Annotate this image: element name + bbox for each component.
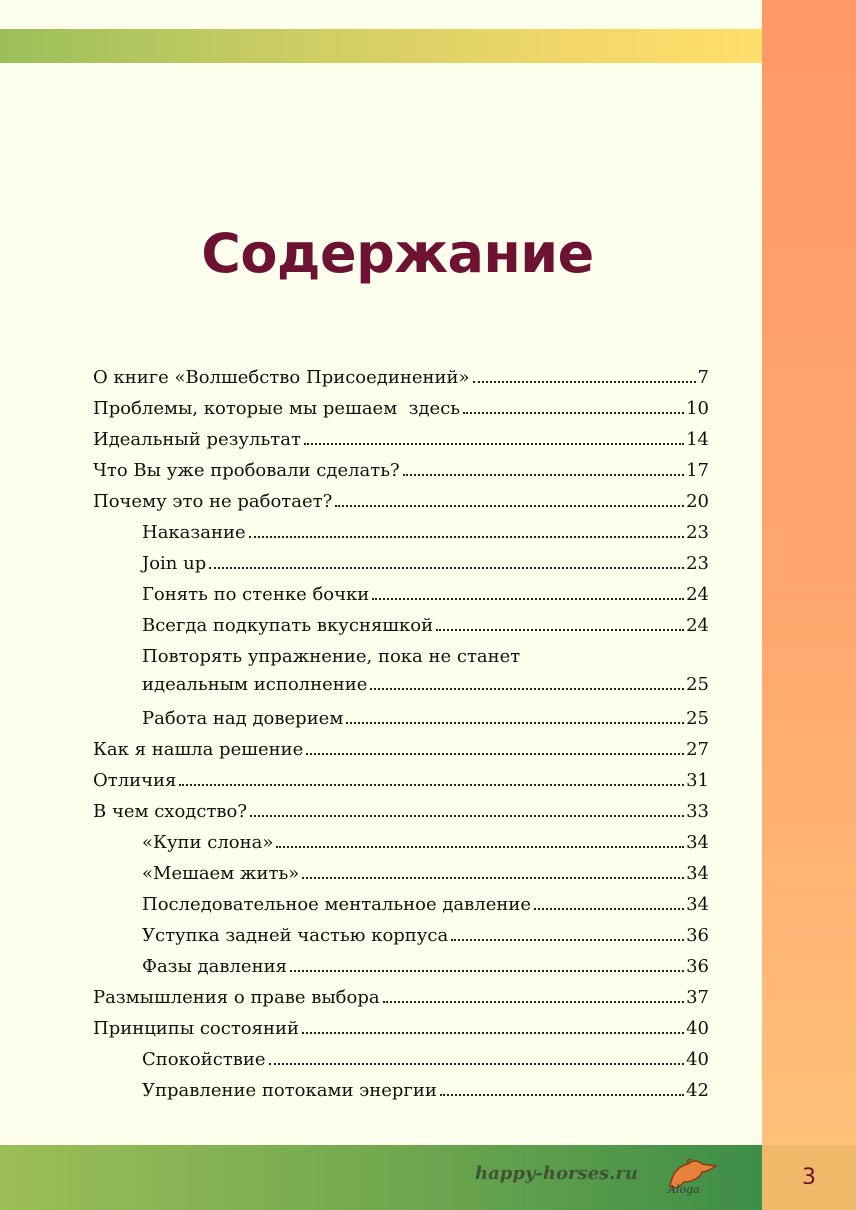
toc-subentry[interactable]	[93, 1046, 709, 1077]
toc-entry[interactable]	[93, 767, 709, 798]
toc-entry-label-line1: Повторять упражнение, пока не станет	[142, 646, 521, 667]
toc-entry-page: 7	[697, 367, 709, 388]
footer-site-link[interactable]: happy-horses.ru	[475, 1163, 638, 1184]
toc-entry[interactable]	[93, 798, 709, 829]
toc-entry-page: 24	[686, 584, 709, 605]
toc-leader-dots	[440, 1094, 684, 1096]
toc-entry-label: Отличия	[93, 770, 177, 791]
toc-entry-page: 40	[686, 1049, 709, 1070]
toc-entry[interactable]	[93, 736, 709, 767]
page-number-box	[762, 1145, 856, 1210]
toc-leader-dots	[302, 877, 684, 879]
toc-entry-label: Идеальный результат	[93, 429, 301, 450]
toc-subentry[interactable]	[93, 550, 709, 581]
toc-entry-line2	[142, 671, 709, 699]
toc-subentry[interactable]	[93, 705, 709, 736]
toc-leader-dots	[451, 939, 684, 941]
page-title: Содержание	[201, 222, 594, 285]
table-of-contents	[93, 364, 709, 1108]
page-number: 3	[802, 1165, 816, 1190]
toc-entry-page: 25	[686, 674, 709, 695]
toc-leader-dots	[335, 505, 684, 507]
toc-leader-dots	[383, 1001, 685, 1003]
toc-entry[interactable]	[93, 426, 709, 457]
toc-entry-page: 25	[686, 708, 709, 729]
toc-entry-label: Наказание	[142, 522, 246, 543]
toc-subentry[interactable]	[93, 860, 709, 891]
toc-leader-dots	[473, 381, 696, 383]
toc-leader-dots	[209, 567, 684, 569]
toc-entry-label: Как я нашла решение	[93, 739, 304, 760]
toc-entry-page: 37	[686, 987, 709, 1008]
logo-text: Aloga	[668, 1183, 700, 1196]
toc-entry-label: «Мешаем жить»	[142, 863, 300, 884]
toc-leader-dots	[534, 908, 684, 910]
toc-entry-page: 27	[686, 739, 709, 760]
toc-entry-label-line2: идеальным исполнение	[142, 674, 368, 695]
toc-entry[interactable]	[93, 364, 709, 395]
toc-entry-page: 14	[686, 429, 709, 450]
toc-leader-dots	[370, 688, 684, 690]
toc-entry-page: 40	[686, 1018, 709, 1039]
toc-entry-label: Размышления о праве выбора	[93, 987, 380, 1008]
toc-entry-page: 42	[686, 1080, 709, 1101]
toc-entry-label: Принципы состояний	[93, 1018, 299, 1039]
toc-entry-label: Всегда подкупать вкусняшкой	[142, 615, 434, 636]
toc-leader-dots	[436, 629, 684, 631]
toc-entry-label: Что Вы уже пробовали сделать?	[93, 460, 400, 481]
toc-leader-dots	[249, 536, 684, 538]
toc-entry-page: 33	[686, 801, 709, 822]
toc-subentry[interactable]	[93, 891, 709, 922]
toc-leader-dots	[290, 970, 684, 972]
toc-subentry[interactable]	[93, 643, 709, 705]
toc-leader-dots	[403, 474, 684, 476]
toc-entry-label: Уступка задней частью корпуса	[142, 925, 449, 946]
toc-entry-page: 23	[686, 522, 709, 543]
toc-entry-label: В чем сходство?	[93, 801, 248, 822]
toc-entry-page: 17	[686, 460, 709, 481]
footer-bar	[0, 1145, 762, 1210]
toc-entry-page: 23	[686, 553, 709, 574]
toc-entry-label: Join up	[142, 553, 207, 574]
toc-entry-label: «Купи слона»	[142, 832, 274, 853]
toc-entry-page: 10	[686, 398, 709, 419]
toc-subentry[interactable]	[93, 1077, 709, 1108]
toc-entry-label: Почему это не работает?	[93, 491, 333, 512]
toc-leader-dots	[250, 815, 684, 817]
toc-leader-dots	[276, 846, 684, 848]
toc-entry-page: 36	[686, 956, 709, 977]
toc-entry-label: Управление потоками энергии	[142, 1080, 437, 1101]
toc-entry-label: Спокойствие	[142, 1049, 266, 1070]
toc-entry[interactable]	[93, 1015, 709, 1046]
right-accent-strip	[762, 0, 856, 1145]
toc-entry-page: 24	[686, 615, 709, 636]
toc-subentry[interactable]	[93, 829, 709, 860]
toc-entry[interactable]	[93, 457, 709, 488]
toc-two-line-entry	[142, 643, 709, 699]
toc-entry-label: Гонять по стенке бочки	[142, 584, 370, 605]
top-gradient-stripe	[0, 29, 762, 63]
toc-entry-page: 34	[686, 894, 709, 915]
toc-leader-dots	[269, 1063, 685, 1065]
toc-leader-dots	[302, 1032, 684, 1034]
toc-entry-page: 34	[686, 863, 709, 884]
toc-leader-dots	[304, 443, 684, 445]
toc-entry[interactable]	[93, 488, 709, 519]
toc-entry-page: 34	[686, 832, 709, 853]
toc-entry[interactable]	[93, 395, 709, 426]
toc-entry-label: О книге «Волшебство Присоединений»	[93, 367, 470, 388]
toc-entry-label: Работа над доверием	[142, 708, 344, 729]
toc-leader-dots	[179, 784, 684, 786]
toc-entry-page: 31	[686, 770, 709, 791]
toc-subentry[interactable]	[93, 922, 709, 953]
toc-subentry[interactable]	[93, 953, 709, 984]
toc-leader-dots	[372, 598, 684, 600]
toc-leader-dots	[346, 722, 684, 724]
toc-leader-dots	[463, 412, 684, 414]
toc-entry-label: Проблемы, которые мы решаем здесь	[93, 398, 461, 419]
toc-entry-label: Последовательное ментальное давление	[142, 894, 532, 915]
toc-leader-dots	[306, 753, 684, 755]
toc-entry-page: 20	[686, 491, 709, 512]
toc-entry-page: 36	[686, 925, 709, 946]
toc-entry[interactable]	[93, 984, 709, 1015]
toc-subentry[interactable]	[93, 581, 709, 612]
toc-subentry[interactable]	[93, 612, 709, 643]
toc-subentry[interactable]	[93, 519, 709, 550]
toc-entry-label: Фазы давления	[142, 956, 287, 977]
